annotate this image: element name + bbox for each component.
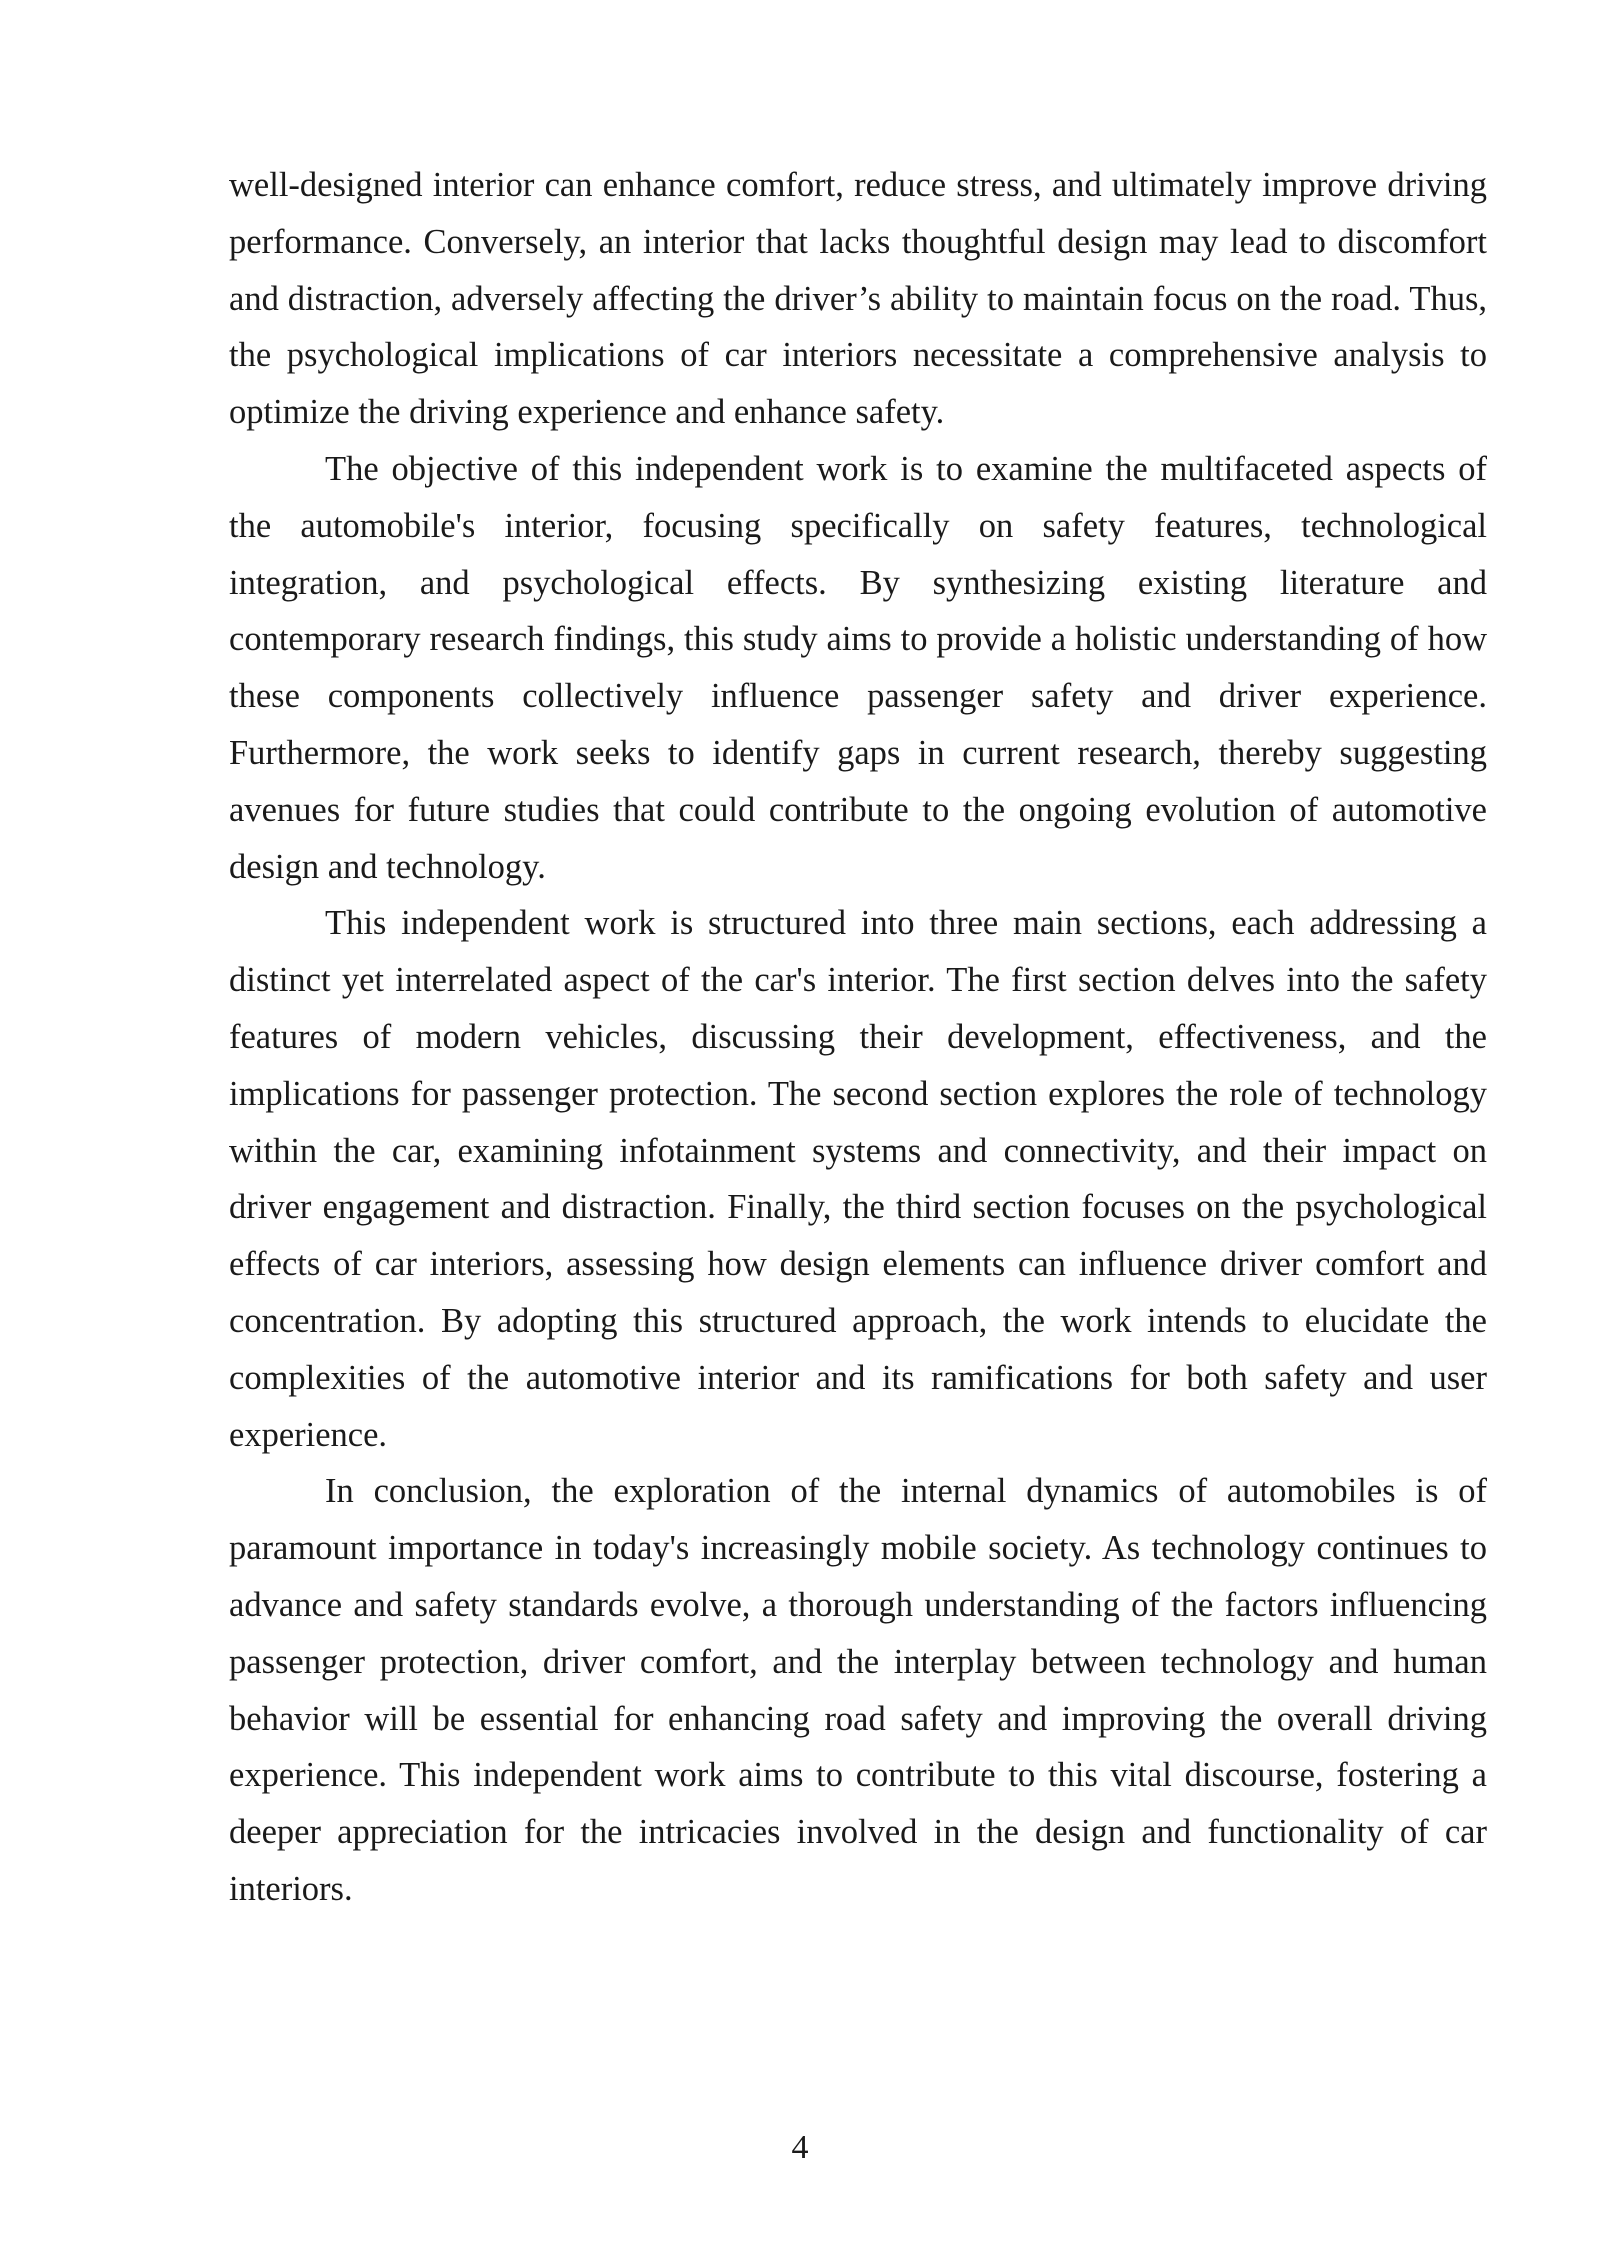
paragraph-continuation: well-designed interior can enhance comfort, reduce stress, and ultimately improve driving performance. Conversely, an interior that lacks thoughtful design may lead to discomfort and distraction, adversely affecting the driver’s ability to maintain focus on the road. Thus, the psychological implications of car interiors necessitate a comprehensive analysis to optimize the driving experience and enhance safety. <box>229 166 1487 432</box>
paragraph-structure: This independent work is structured into three main sections, each addressing a distinct yet interrelated aspect of the car's interior. The first section delves into the safety features of modern vehicles, discussing their development, effectiveness, and the implications for passenger protection. The second section explores the role of technology within the car, examining infotainment systems and connectivity, and their impact on driver engagement and distraction. Finally, the third section focuses on the psychological effects of car interiors, assessing how design elements can influence driver comfort and concentration. By adopting this structured approach, the work intends to elucidate the complexities of the automotive interior and its ramifications for both safety and user experience. <box>229 904 1487 1454</box>
paragraph-objective: The objective of this independent work is to examine the multifaceted aspects of the automobile's interior, focusing specifically on safety features, technological integration, and psychological effects. By synthesizing existing literature and contemporary research findings, this study aims to provide a holistic understanding of how these components collectively influence passenger safety and driver experience. Furthermore, the work seeks to identify gaps in current research, thereby suggesting avenues for future studies that could contribute to the ongoing evolution of automotive design and technology. <box>229 449 1487 886</box>
page-number: 4 <box>791 2129 809 2166</box>
document-body <box>229 157 1487 1918</box>
paragraph-conclusion: In conclusion, the exploration of the internal dynamics of automobiles is of paramount importance in today's increasingly mobile society. As technology continues to advance and safety standards evolve, a thorough understanding of the factors influencing passenger protection, driver comfort, and the interplay between technology and human behavior will be essential for enhancing road safety and improving the overall driving experience. This independent work aims to contribute to this vital discourse, fostering a deeper appreciation for the intricacies involved in the design and functionality of car interiors. <box>229 1472 1487 1908</box>
